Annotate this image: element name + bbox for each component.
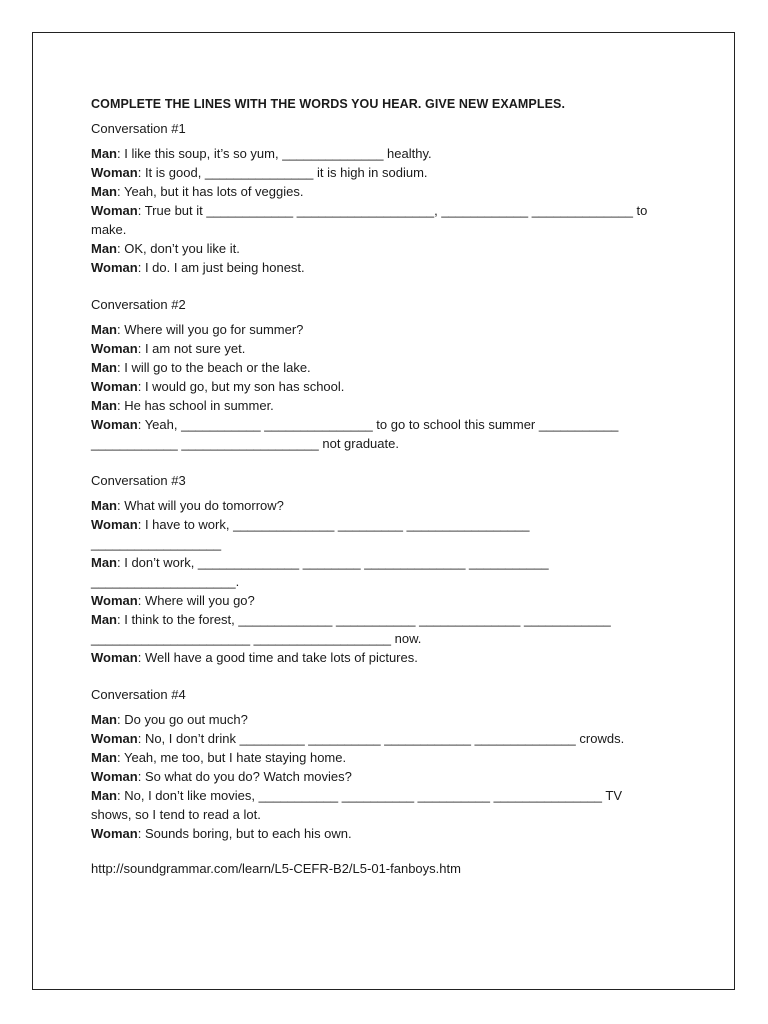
line-text: ____________________. bbox=[91, 574, 240, 589]
dialogue-line bbox=[91, 434, 671, 453]
speaker: Man bbox=[91, 788, 117, 803]
line-text: : I would go, but my son has school. bbox=[137, 379, 345, 394]
speaker: Man bbox=[91, 498, 117, 513]
line-text: : So what do you do? Watch movies? bbox=[137, 769, 352, 784]
speaker: Man bbox=[91, 555, 117, 570]
speaker: Woman bbox=[91, 731, 138, 746]
line-text: : He has school in summer. bbox=[117, 398, 274, 413]
dialogue-line bbox=[91, 144, 671, 163]
line-text: : No, I don’t like movies, ___________ __________ __________ _______________ TV bbox=[117, 788, 623, 803]
line-text: : I am not sure yet. bbox=[137, 341, 246, 356]
dialogue-line bbox=[91, 320, 671, 339]
dialogue-line bbox=[91, 572, 671, 591]
dialogue-line bbox=[91, 496, 671, 515]
worksheet-content bbox=[91, 93, 671, 878]
speaker: Woman bbox=[91, 341, 138, 356]
dialogue-line bbox=[91, 396, 671, 415]
dialogue-line bbox=[91, 377, 671, 396]
speaker: Man bbox=[91, 322, 117, 337]
line-text: make. bbox=[91, 222, 127, 237]
dialogue-line bbox=[91, 786, 671, 805]
dialogue-line bbox=[91, 729, 671, 748]
dialogue-line bbox=[91, 201, 671, 220]
line-text: : Yeah, ___________ _______________ to go to school this summer ___________ bbox=[137, 417, 619, 432]
dialogue-line bbox=[91, 182, 671, 201]
speaker: Man bbox=[91, 712, 117, 727]
dialogue-line bbox=[91, 358, 671, 377]
speaker: Man bbox=[91, 184, 117, 199]
dialogue-line bbox=[91, 163, 671, 182]
dialogue-line bbox=[91, 339, 671, 358]
line-text: : I don’t work, ______________ ________ ______________ ___________ bbox=[117, 555, 549, 570]
speaker: Woman bbox=[91, 203, 138, 218]
dialogue-line bbox=[91, 610, 671, 629]
line-text: __________________ bbox=[91, 536, 222, 551]
line-text: ______________________ ___________________ now. bbox=[91, 631, 422, 646]
source-url[interactable]: http://soundgrammar.com/learn/L5-CEFR-B2/L5-01-fanboys.htm bbox=[91, 861, 461, 876]
line-text: : Where will you go for summer? bbox=[117, 322, 304, 337]
dialogue-line bbox=[91, 220, 671, 239]
line-text: : No, I don’t drink _________ __________ ____________ ______________ crowds. bbox=[137, 731, 625, 746]
line-text: : I have to work, ______________ _________ _________________ bbox=[137, 517, 530, 532]
line-text: : What will you do tomorrow? bbox=[117, 498, 284, 513]
speaker: Woman bbox=[91, 260, 138, 275]
dialogue-line bbox=[91, 748, 671, 767]
speaker: Man bbox=[91, 146, 117, 161]
speaker: Woman bbox=[91, 379, 138, 394]
line-text: : I do. I am just being honest. bbox=[137, 260, 305, 275]
speaker: Man bbox=[91, 360, 117, 375]
dialogue-line bbox=[91, 415, 671, 434]
speaker: Man bbox=[91, 612, 117, 627]
line-text: : OK, don’t you like it. bbox=[117, 241, 240, 256]
spacer bbox=[91, 453, 671, 467]
conversation-title: Conversation #4 bbox=[91, 687, 186, 702]
dialogue-line bbox=[91, 258, 671, 277]
dialogue-line bbox=[91, 239, 671, 258]
dialogue-line bbox=[91, 648, 671, 667]
line-text: : I will go to the beach or the lake. bbox=[117, 360, 311, 375]
line-text: : True but it ____________ ___________________, ____________ ______________ to bbox=[137, 203, 648, 218]
line-text: : Well have a good time and take lots of pictures. bbox=[137, 650, 418, 665]
line-text: : I think to the forest, _____________ ___________ ______________ ____________ bbox=[117, 612, 611, 627]
spacer bbox=[91, 277, 671, 291]
line-text: : I like this soup, it’s so yum, ______________ healthy. bbox=[117, 146, 432, 161]
speaker: Woman bbox=[91, 417, 138, 432]
speaker: Woman bbox=[91, 593, 138, 608]
conversation-title: Conversation #2 bbox=[91, 297, 186, 312]
instructions-heading: COMPLETE THE LINES WITH THE WORDS YOU HEAR. GIVE NEW EXAMPLES. bbox=[91, 97, 566, 111]
speaker: Woman bbox=[91, 769, 138, 784]
worksheet-page bbox=[32, 32, 735, 990]
dialogue-line bbox=[91, 767, 671, 786]
line-text: shows, so I tend to read a lot. bbox=[91, 807, 261, 822]
dialogue-line bbox=[91, 710, 671, 729]
speaker: Woman bbox=[91, 517, 138, 532]
dialogue-line bbox=[91, 591, 671, 610]
line-text: : Where will you go? bbox=[137, 593, 255, 608]
speaker: Man bbox=[91, 750, 117, 765]
dialogue-line bbox=[91, 534, 671, 553]
line-text: : Yeah, me too, but I hate staying home. bbox=[117, 750, 347, 765]
conversation-title: Conversation #3 bbox=[91, 473, 186, 488]
speaker: Woman bbox=[91, 826, 138, 841]
dialogue-line bbox=[91, 553, 671, 572]
line-text: : It is good, _______________ it is high in sodium. bbox=[137, 165, 428, 180]
dialogue-line bbox=[91, 629, 671, 648]
dialogue-line bbox=[91, 515, 671, 534]
dialogue-line bbox=[91, 824, 671, 843]
line-text: : Do you go out much? bbox=[117, 712, 248, 727]
dialogue-line bbox=[91, 805, 671, 824]
line-text: : Yeah, but it has lots of veggies. bbox=[117, 184, 304, 199]
line-text: : Sounds boring, but to each his own. bbox=[137, 826, 352, 841]
speaker: Man bbox=[91, 241, 117, 256]
speaker: Woman bbox=[91, 165, 138, 180]
speaker: Man bbox=[91, 398, 117, 413]
conversation-title: Conversation #1 bbox=[91, 121, 186, 136]
line-text: ____________ ___________________ not graduate. bbox=[91, 436, 399, 451]
spacer bbox=[91, 667, 671, 681]
speaker: Woman bbox=[91, 650, 138, 665]
